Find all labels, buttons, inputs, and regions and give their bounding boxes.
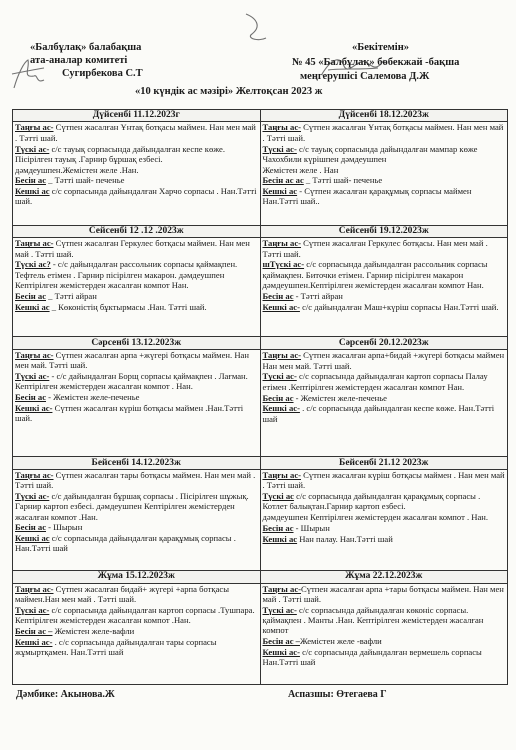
meal-label: Кешкі ас (15, 301, 50, 312)
meal-text: . с/с сорпасында дайындалған кеспе көже. Нан.Тәтті шай (262, 403, 495, 424)
cook-signature-line: Аспазшы: Өтегаева Г (288, 689, 387, 700)
day-menu-cell (13, 583, 261, 684)
right-signature (318, 52, 388, 82)
committee-line-1: «Балбұлақ» балабақша (30, 42, 142, 53)
meal-entry (263, 584, 506, 605)
meal-label: Бесін ас (262, 392, 294, 403)
meal-label: Түскі ас- (262, 604, 297, 615)
meal-label: Түскі ас? (15, 259, 51, 270)
meal-entry (263, 291, 506, 301)
approval-line-3: меңгерушісі Салемова Д.Ж (300, 71, 430, 82)
meal-text: с/с сорпасында дайындалған вермешель сорпасы Нан.Тәтті шай (262, 646, 482, 668)
meal-text: Сүтпен жасалған арпа+бидай +жүгері ботқасы маймен (301, 349, 505, 360)
meal-text: - Тәтті айран (293, 290, 343, 301)
meal-text: Сүтпен жасалған арпа +тары ботқасы маймен. Нан мен май . Тәтті шай. (262, 583, 504, 604)
meal-label: Бесін ас (15, 522, 47, 533)
day-header: Сейсенбі 19.12.2023ж (260, 225, 508, 237)
meal-label: Таңғы ас- (15, 583, 54, 594)
meal-entry (15, 291, 258, 301)
meal-entry (263, 259, 506, 290)
meal-entry (263, 186, 506, 207)
day-header: Бейсенбі 14.12.2023ж (13, 457, 261, 469)
meal-label: Түскі ас- (262, 371, 297, 382)
meal-text: - Жемістен желе-печенье (46, 392, 140, 403)
meal-text: Сүтпен жасалған Геркулес ботқасы маймен. Нан мен май . Тәтті шай. (15, 238, 250, 259)
meal-entry (263, 491, 506, 512)
meal-entry (15, 259, 258, 290)
meal-text: _ Көконістің бұктырмасы .Нан. Тәтті шай. (49, 301, 207, 312)
meal-entry (15, 626, 258, 636)
meal-label: Таңғы ас- (262, 238, 301, 249)
meal-entry (15, 238, 258, 259)
meal-label: Кешкі ас- (15, 636, 53, 647)
meal-entry (15, 175, 258, 185)
meal-label: Таңғы ас- (15, 469, 54, 480)
meal-entry (263, 122, 506, 143)
meal-label: Таңғы ас- (262, 122, 301, 133)
meal-entry (263, 470, 506, 491)
day-menu-cell (260, 349, 508, 457)
meal-entry (263, 647, 506, 668)
meal-label: Таңғы ас- (15, 238, 54, 249)
day-header: Сейсенбі 12 .12 .2023ж (13, 225, 261, 237)
meal-text: Жемістен желе -вафли (299, 636, 382, 647)
meal-label: Кешкі ас (262, 186, 298, 197)
day-header: Бейсенбі 21.12 2023ж (260, 457, 508, 469)
meal-entry (15, 122, 258, 143)
menu-title: «10 күндік ас мәзірі» Желтоқсан 2023 ж (135, 86, 323, 97)
meal-entry (263, 302, 506, 312)
meal-text: Сүтпен жасалған Ұнтақ ботқасы маймен. Нан мен май . Тәтті шай. (15, 122, 256, 143)
meal-entry (15, 491, 258, 522)
meal-label: Бесін ас – (262, 636, 300, 647)
meal-label: Түскі ас- (262, 143, 297, 154)
meal-entry (263, 165, 506, 175)
approval-line-1: «Бекітемін» (352, 42, 410, 53)
meal-text: дәмдеушпен.Жемістен желе .Нан. (15, 164, 139, 175)
meal-entry (263, 350, 506, 360)
meal-label: Кешкі ас- (262, 301, 300, 312)
menu-table (12, 109, 508, 685)
meal-entry (263, 175, 506, 185)
meal-text: с/с сорпасында дайындалған картоп сорпасы Палау етімен .Кептірілген жемістерден жасалған компот Нан. (262, 371, 488, 392)
meal-text: с/с сорпасында дайындалған рассольник сорпасы қаймақпен. Биточки етімен. Гарнир пісірілген макарон дәмдеушпен.Кептірілген жемістерден жасалған компот Нан. (262, 259, 488, 290)
meal-entry (263, 361, 506, 371)
meal-entry (15, 584, 258, 605)
committee-line-2: ата-аналар комитеті (30, 55, 128, 66)
day-menu-cell (13, 469, 261, 570)
meal-text: Нан мен май. Тәтті шай. (262, 360, 352, 371)
meal-entry (15, 144, 258, 165)
meal-entry (15, 165, 258, 175)
day-menu-cell (13, 122, 261, 225)
top-scribble (238, 8, 274, 46)
meal-entry (263, 512, 506, 522)
meal-text: с/с сорпасында дайындалған қарақұмық сорпасы . Котлет балықтан.Гарнир картоп езбесі. (262, 490, 481, 512)
meal-entry (263, 403, 506, 424)
meal-text: Сүтпен жасалған арпа +жүгері ботқасы маймен. Нан мен май. Тәтті шай. (15, 349, 249, 371)
meal-label: Түскі ас- (15, 490, 50, 501)
meal-entry (263, 605, 506, 636)
meal-entry (263, 371, 506, 392)
meal-entry (15, 186, 258, 207)
meal-text: с/с сорпасында дайындалған Харчо сорпасы . Нан.Тәтті шай. (15, 186, 257, 207)
meal-entry (263, 636, 506, 646)
meal-entry (263, 393, 506, 403)
meal-text: - Сүтпен жасалған қарақұмық сорпасы маймен Нан.Тәтті шай.. (262, 186, 472, 207)
nurse-signature-line: Дәмбике: Акынова.Ж (16, 689, 115, 700)
meal-text: Сүтпен жасалған күріш ботқасы маймен . Нан мен май . Тәтті шай. (262, 469, 505, 491)
day-menu-cell (260, 583, 508, 684)
meal-label: Кешкі ас (15, 533, 50, 544)
meal-entry (263, 534, 506, 544)
meal-label: Кешкі ас (262, 533, 298, 544)
meal-text: - с/с дайындалған Борщ сорпасы қаймақпен . Лағман. Кептірілген жемістерден жасалған компот . Нан. (15, 370, 248, 392)
day-header: Сәрсенбі 13.12.2023ж (13, 337, 261, 349)
meal-label: Түскі ас- (15, 143, 50, 154)
meal-label: Бесін ас (15, 175, 47, 186)
meal-text: _ Тәтті айран (46, 290, 97, 301)
meal-entry (15, 605, 258, 626)
meal-label: Таңғы ас- (262, 349, 301, 360)
meal-text: дәмдеушпен Кептірілген жемістерден жасалған компот . Нан. (262, 512, 489, 523)
committee-signer: Сугирбекова С.Т (62, 68, 143, 79)
meal-label: Бесін ас ас (262, 175, 304, 186)
meal-entry (15, 350, 258, 371)
meal-text: с/с тауық сорпасында дайындалған мампар көже Чахохбили күрішпен дәмдеушпен (262, 143, 478, 164)
day-header: Жұма 15.12.2023ж (13, 571, 261, 583)
meal-label: Кешкі ас- (262, 646, 300, 657)
meal-label: Таңғы ас- (15, 349, 54, 360)
meal-label: Таңғы ас- (262, 583, 301, 594)
meal-entry (15, 403, 258, 424)
meal-text: с/с сорпасында дайындалған картоп сорпасы .Тушпара. Кептірілген жемістерден жасалған компот .Нан. (15, 604, 255, 625)
meal-text: Сүтпен жасалған бидай+ жүгері +арпа ботқасы маймен.Нан мен май . Тәтті шай. (15, 583, 229, 604)
meal-label: шТүскі ас- (262, 259, 305, 270)
meal-entry (15, 637, 258, 658)
meal-text: . с/с сорпасында дайындалған тары сорпасы жұмыртқамен. Нан.Тәтті шай (15, 636, 217, 657)
meal-text: _ Тәтті шай- печенье (303, 175, 383, 186)
meal-label: Кешкі ас- (262, 403, 300, 414)
meal-label: Түскі ас (262, 490, 294, 501)
meal-text: - с/с дайындалған рассольник сорпасы қаймақпен. Тефтель етімен . Гарнир пісірілген макарон. дәмдеушпен Кептірілген жемістерден жасалған компот Нан. (15, 259, 238, 290)
meal-text: - Шырын (293, 522, 330, 533)
day-header: Дүйсенбі 18.12.2023ж (260, 110, 508, 122)
meal-entry (263, 238, 506, 259)
meal-text: - Шырын (46, 522, 83, 533)
meal-label: Таңғы ас- (15, 122, 54, 133)
meal-label: Бесін ас (262, 290, 294, 301)
left-signature (8, 54, 48, 94)
meal-text: - Жемістен желе-печенье (293, 392, 387, 403)
meal-entry (15, 302, 258, 312)
meal-entry (15, 470, 258, 491)
meal-text: с/с тауық сорпасында дайындалған кеспе көже. Пісірілген тауық .Гарнир бұршақ езбесі. (15, 143, 226, 164)
meal-text: с/с сорпасында дайындалған көконіс сорпасы. қаймақпен . Манты .Нан. Кептірілген жемістерден жасалған компот (262, 604, 484, 636)
meal-text: Нан палау. Нан.Тәтті шай (297, 533, 393, 544)
meal-label: Бесін ас (262, 522, 294, 533)
meal-text: Жемістен желе . Нан (262, 164, 339, 175)
meal-label: Таңғы ас- (262, 469, 301, 480)
day-menu-cell (260, 122, 508, 225)
day-menu-cell (260, 469, 508, 570)
meal-entry (15, 371, 258, 392)
meal-text: Сүтпен жасалған Геркулес ботқасы. Нан мен май . Тәтті шай. (262, 238, 488, 259)
day-header: Жұма 22.12.2023ж (260, 571, 508, 583)
day-header: Сәрсенбі 20.12.2023ж (260, 337, 508, 349)
meal-label: Түскі ас- (15, 604, 50, 615)
meal-entry (263, 144, 506, 165)
meal-text: Сүтпен жасалған Ұнтақ ботқасы маймен. Нан мен май . Тәтті шай. (262, 122, 504, 143)
meal-text: с/с дайындалған Маш+күріш сорпасы Нан.Тәтті шай. (299, 301, 499, 312)
meal-label: Бесін ас (15, 392, 47, 403)
meal-text: с/с дайындалған бұршақ сорпасы . Пісірілген шұжық. Гарнир картоп езбесі. дәмдеушпен Кептірілген жемістерден жасалған компот .Нан. (15, 490, 249, 522)
meal-entry (15, 392, 258, 402)
meal-label: Түскі ас- (15, 370, 50, 381)
meal-label: Бесін ас (15, 290, 47, 301)
meal-label: Кешкі ас- (15, 402, 53, 413)
meal-text: Сүтпен жасалған тары ботқасы маймен. Нан мен май . Тәтті шай. (15, 469, 256, 491)
day-menu-cell (13, 349, 261, 457)
meal-text: Сүтпен жасалған күріш ботқасы маймен .Нан.Тәтті шай. (15, 402, 244, 424)
approval-line-2: № 45 «Балбұлақ» бөбекжай -бақша (292, 57, 460, 68)
meal-entry (15, 522, 258, 532)
meal-text: _ Тәтті шай- печенье (46, 175, 125, 186)
meal-entry (263, 523, 506, 533)
meal-entry (15, 533, 258, 554)
meal-label: Бесін ас – (15, 625, 53, 636)
meal-text: Жемістен желе-вафли (52, 625, 135, 636)
day-menu-cell (13, 238, 261, 337)
meal-text: с/с сорпасында дайындалған қарақұмық сорпасы . Нан.Тәтті шай (15, 533, 236, 554)
day-header: Дүйсенбі 11.12.2023г (13, 110, 261, 122)
day-menu-cell (260, 238, 508, 337)
meal-label: Кешкі ас (15, 186, 50, 197)
